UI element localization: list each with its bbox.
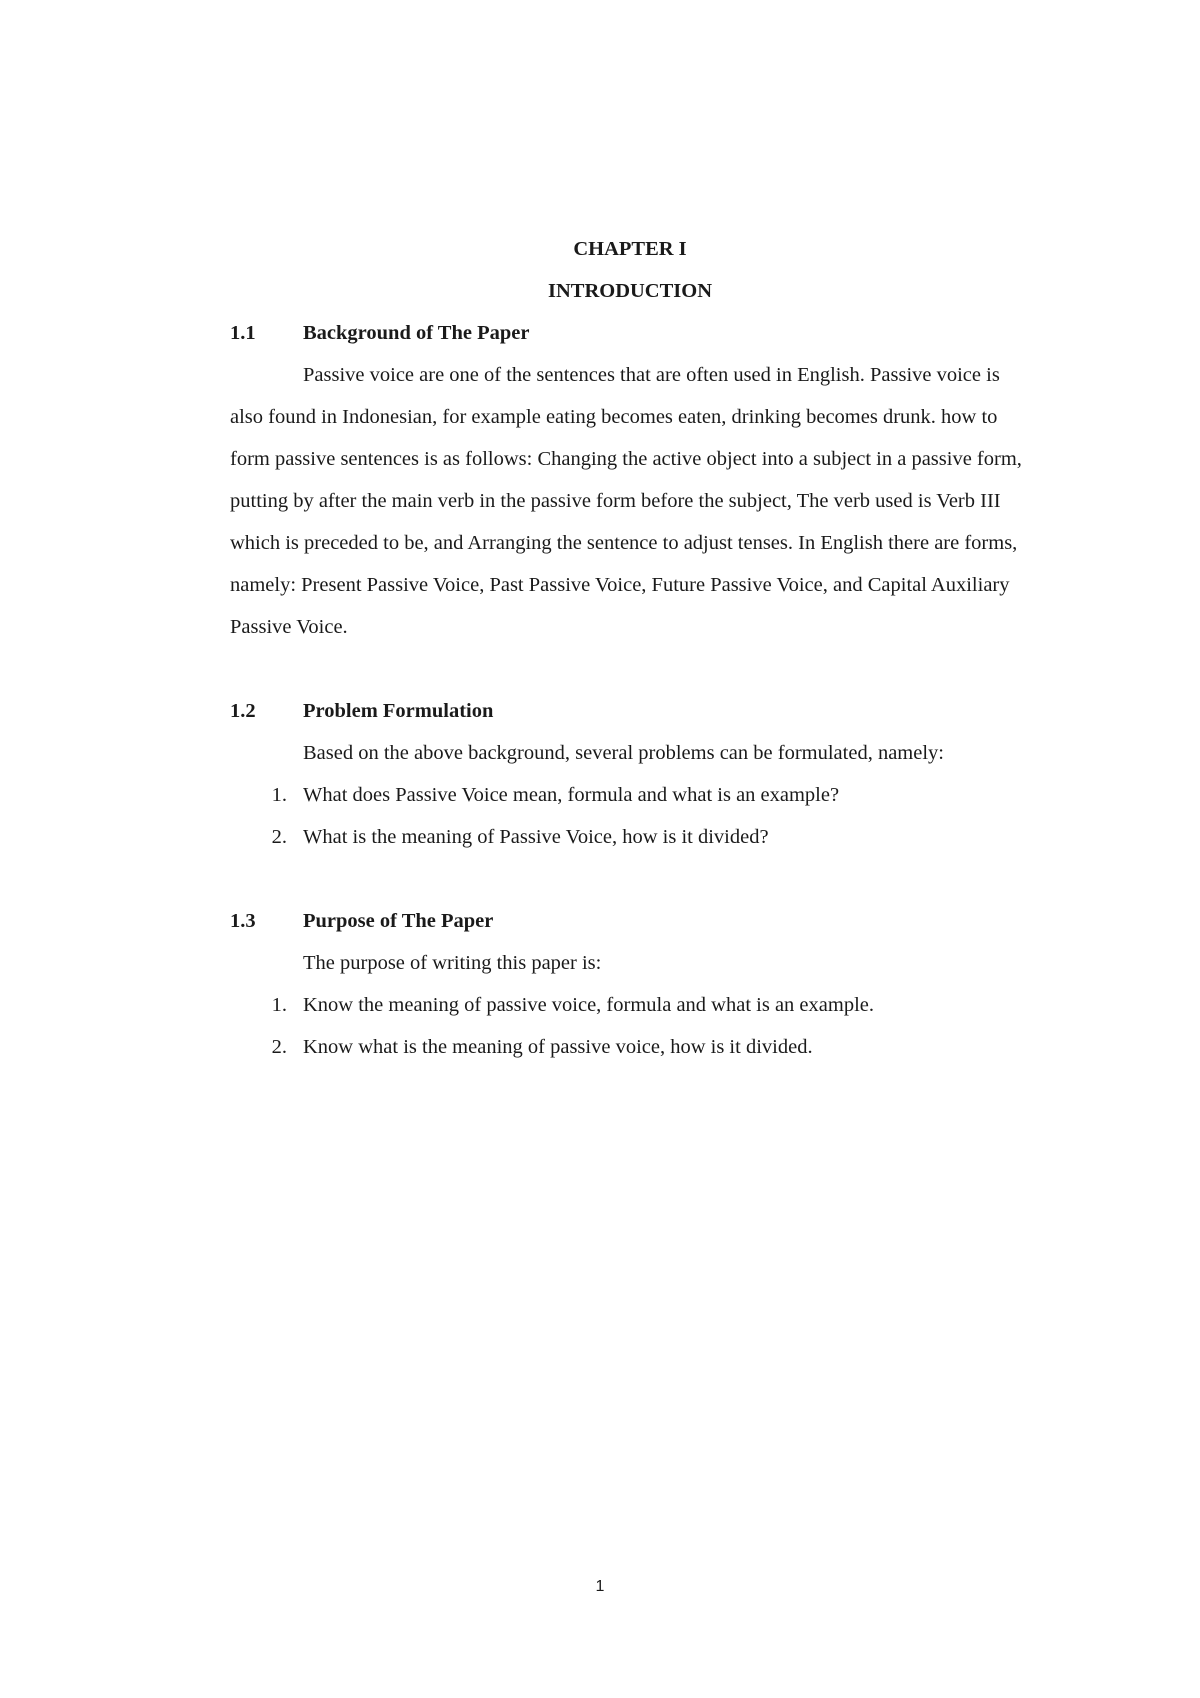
list-item-text: Know the meaning of passive voice, formula and what is an example. [303,994,874,1016]
section-heading [230,900,1030,942]
purpose-list [230,984,1030,1068]
problem-list [230,774,1030,858]
list-item [230,774,1030,816]
problem-paragraph: Based on the above background, several problems can be formulated, namely: [303,742,944,764]
section-number: 1.1 [230,322,256,344]
section-number: 1.3 [230,910,256,932]
section-heading [230,312,1030,354]
list-item-text: Know what is the meaning of passive voice, how is it divided. [303,1036,813,1058]
section-spacer [230,858,1030,900]
background-paragraph: Passive voice are one of the sentences that are often used in English. Passive voice is also found in Indonesian, for example eating becomes eaten, drinking becomes drunk. how to form passive sentences is as follows: Changing the active object into a subject in a passive form, putting by after the main verb in the passive form before the subject, The verb used is Verb III which is preceded to be, and Arranging the sentence to adjust tenses. In English there are forms, namely: Present Passive Voice, Past Passive Voice, Future Passive Voice, and Capital Auxiliary Passive Voice. [230,364,1022,638]
section-number: 1.2 [230,700,256,722]
list-item [230,1026,1030,1068]
section-title: Purpose of The Paper [303,910,494,932]
section-title: Background of The Paper [303,322,530,344]
page-number: 1 [595,1578,605,1595]
section-heading [230,690,1030,732]
list-item [230,984,1030,1026]
list-item-text: What is the meaning of Passive Voice, how is it divided? [303,826,769,848]
section-spacer [230,648,1030,690]
list-marker: 1. [271,994,287,1016]
list-item [230,816,1030,858]
section-title: Problem Formulation [303,700,494,722]
list-marker: 2. [271,1036,287,1058]
purpose-intro: The purpose of writing this paper is: [303,952,602,974]
chapter-label: CHAPTER I [573,238,687,260]
list-marker: 1. [271,784,287,806]
list-marker: 2. [271,826,287,848]
page-content [230,228,1030,1068]
chapter-title: INTRODUCTION [547,280,713,302]
list-item-text: What does Passive Voice mean, formula and what is an example? [303,784,840,806]
